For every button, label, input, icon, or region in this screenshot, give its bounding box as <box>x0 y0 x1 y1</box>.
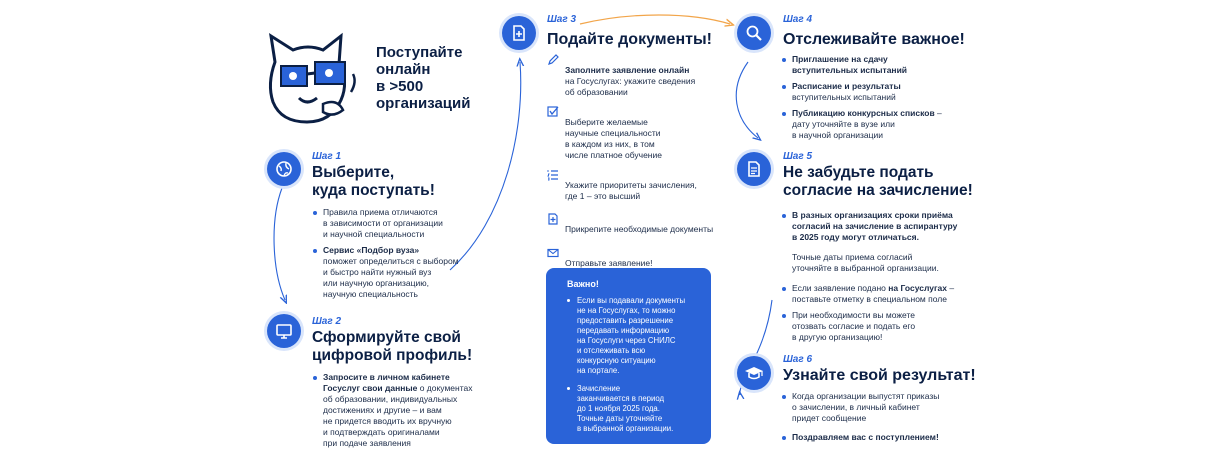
list-item <box>547 213 717 235</box>
step3-title: Подайте документы! <box>547 31 712 48</box>
list-item <box>547 247 717 269</box>
step2-list <box>312 372 492 454</box>
list-item <box>781 108 961 141</box>
important-callout <box>546 268 711 444</box>
list-item <box>781 432 961 443</box>
step2-label: Шаг 2 <box>312 316 342 327</box>
step6-graduation-cap-icon <box>737 356 771 390</box>
list-item <box>781 283 971 305</box>
pen-icon <box>547 54 559 66</box>
service-name: Сервис «Подбор вуза» <box>323 245 420 255</box>
list-item-bold: на Госуслугах <box>888 283 947 293</box>
list-item-bold: Расписание и результаты <box>792 81 901 91</box>
list-item <box>781 54 961 76</box>
list-item-text: вступительных испытаний <box>792 92 896 102</box>
list-item-text: Прикрепите необходимые документы <box>565 224 714 234</box>
arrow-step4-to-step5 <box>736 62 758 138</box>
list-item: Когда организации выпустят приказы о зачислении, в личный кабинет придет сообщение <box>781 391 961 424</box>
step4-title: Отслеживайте важное! <box>783 31 965 48</box>
list-item <box>547 169 717 202</box>
step5-document-icon <box>737 152 771 186</box>
list-item-text: поможет определиться с выбором и быстро найти нужный вуз или научную организацию, научную специальность <box>323 256 459 299</box>
hero-title: Поступайте онлайн в >500 организаций <box>376 44 471 112</box>
arrow-step1-to-step2 <box>274 188 285 300</box>
list-item <box>312 372 492 449</box>
step5-title: Не забудьте подать согласие на зачисление! <box>783 164 973 199</box>
list-item-note: Точные даты приема согласий уточняйте в выбранной организации. <box>792 252 939 273</box>
mascot-cat-illustration <box>263 32 363 128</box>
arrow-step3-to-step4 <box>580 15 730 24</box>
step3-document-plus-icon <box>502 16 536 50</box>
list-item-text: – поставьте отметку в специальном поле <box>792 283 955 304</box>
list-item-text: Выберите желаемые научные специальности в каждом из них, в том числе платное обучение <box>565 117 662 160</box>
list-item <box>312 245 482 300</box>
list-item: При необходимости вы можете отозвать согласие и подать его в другую организацию! <box>781 310 971 343</box>
list-item-text: Если заявление подано <box>792 283 889 293</box>
step2-title: Сформируйте свой цифровой профиль! <box>312 329 473 364</box>
envelope-icon <box>547 247 559 259</box>
important-heading: Важно! <box>567 279 599 289</box>
list-item-bold: Запросите в личном кабинете Госуслуг свои данные <box>323 372 450 393</box>
step4-list <box>781 54 961 146</box>
list-item-bold: В разных организациях сроки приёма согласий на зачисление в аспирантуру в 2025 году могут отличаться. <box>792 210 958 242</box>
list-item <box>781 210 971 243</box>
step6-label: Шаг 6 <box>783 354 813 365</box>
step3-list <box>547 54 717 269</box>
step6-title: Узнайте свой результат! <box>783 367 976 384</box>
step4-magnifier-icon <box>737 16 771 50</box>
step1-list <box>312 207 482 305</box>
step1-label: Шаг 1 <box>312 151 342 162</box>
list-item: Если вы подавали документы не на Госуслугах, то можно предоставить разрешение передавать информацию на Госуслуги через СНИЛС и отслеживать всю конкурсную ситуацию на портале. <box>561 296 707 376</box>
list-item <box>547 106 717 161</box>
attach-document-icon <box>547 213 559 225</box>
list-item-text: на Госуслугах: укажите сведения об образовании <box>565 76 696 97</box>
step5-label: Шаг 5 <box>783 151 813 162</box>
list-item <box>781 81 961 103</box>
list-item-bold: Поздравляем вас с поступлением! <box>792 432 939 442</box>
important-list <box>561 296 707 442</box>
list-item-text: о документах об образовании, индивидуальных достижениях и другие – и вам не придется вводить их вручную и подтверждать оригиналами при подаче заявления <box>323 383 473 448</box>
step6-list <box>781 391 961 448</box>
checkbox-icon <box>547 106 559 118</box>
list-item-bold: Приглашение на сдачу вступительных испытаний <box>792 54 908 75</box>
numbered-list-icon <box>547 169 559 181</box>
list-item-text: – дату уточняйте в вузе или в научной организации <box>792 108 942 140</box>
list-item: Зачисление заканчивается в период до 1 ноября 2025 года. Точные даты уточняйте в выбранной организации. <box>561 384 707 434</box>
list-item <box>547 54 717 98</box>
step4-label: Шаг 4 <box>783 14 813 25</box>
list-item-bold: Заполните заявление онлайн <box>565 65 690 75</box>
list-item: Правила приема отличаются в зависимости от организации и научной специальности <box>312 207 482 240</box>
list-item-text: Отправьте заявление! <box>565 258 653 268</box>
step5-list <box>781 210 971 348</box>
step2-monitor-icon <box>267 314 301 348</box>
step3-label: Шаг 3 <box>547 14 577 25</box>
list-item-text: Укажите приоритеты зачисления, где 1 – это высший <box>565 180 697 201</box>
list-item-bold: Публикацию конкурсных списков <box>792 108 935 118</box>
step1-globe-icon <box>267 152 301 186</box>
step1-title: Выберите, куда поступать! <box>312 164 435 199</box>
